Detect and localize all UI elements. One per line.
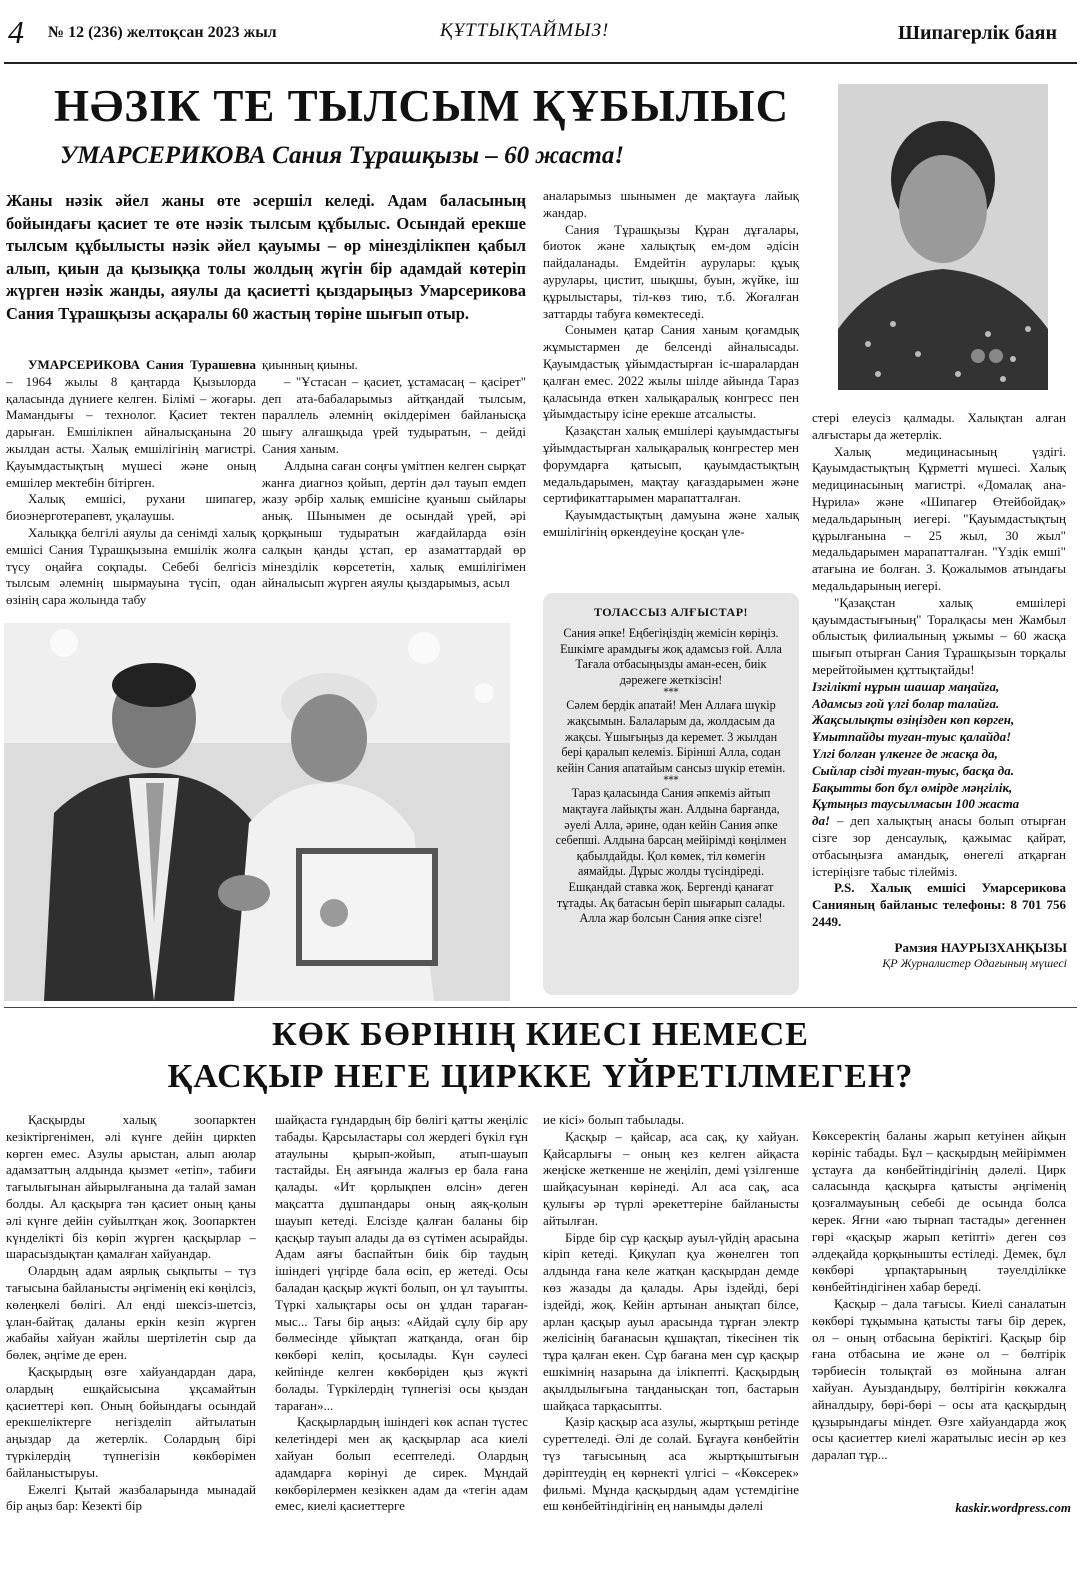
article1-col3-p4: Қазақстан халық емшілері қауымдастығы ұйымдастырған халықаралық конгрестер мен форумдарға қатысып, қауымдастықтың медальдарымен, мақтау қағаздарымен және сертификаттарымен марапатталған. (543, 423, 799, 506)
article2-col1-p1: Қасқырды халық зоопарктен кезіктіргенімен, әлі күнге дейін циркten көрген емес. Азулы арыстан, алып аюлар адамзаттың алдында қызмет «етіп», табиғи тағылығынан айырылғанына да талай заман болды. Ал қасқырға тән қасиет оның қаны әлі күнге дейін суйылтқан жоқ. Зоопарктен күнделікті біз көріп жүрген қасқырлар – шарасыздықтан қамалған хайуандар. (6, 1112, 256, 1262)
article1-col4-p3: "Қазақстан халық емшілері қауымдастығының" Торалқасы мен Жамбыл облыстық филиалының ұжымы – 60 жасқа шығып отырған Сания Тұрашқызын торқалы мерейтойымен құттықтайды! (812, 594, 1066, 677)
poem-line: Ұмытпайды туған-туыс қалайда! (812, 729, 1012, 745)
article1-col3-p5: Қауымдастықтың дамуына және халық емшілігінің өркендеуіне қосқан үле- (543, 507, 799, 539)
section-title: Шипагерлік баян (898, 22, 1057, 44)
page-header (0, 0, 1081, 70)
thanks-p3: Тараз қаласында Сания әпкеміз айтып мақтауға лайықты жан. Алдына барғанда, әуелі Алла, әрине, одан кейін Сания әпке себепші. Алдына барсаң мейірімді көңілмен қабылдайды. Қол көмек, тіл көмегін аямайды. Дұрыс жолды түсіндіреді. Ешқандай ставка жоқ. Бергенді қанағат тұтады. Ақ батасын беріп шығарып салады. Алла жар болсын Сания әпке сізге! (555, 786, 787, 926)
article2-col1-p3: Қасқырдың өзге хайуандардан дара, олардың ешқайсысына ұқсамайтын қасиеттері көп. Оның бойындағы осындай ерекшеліктерге негізделіп айтылатын аңыздар да жетерлік. Солардың бірі түркілердің түпнегізін көкбөрімен байланыстыруы. (6, 1363, 256, 1480)
article1-column-4 (812, 410, 1066, 936)
article2-col2-p2: Қасқырлардың ішіндегі көк аспан түстес келетіндері мен ақ қасқырлар аса киелі хайуан болып есептеледі. Олардың адамдарға көрінуі де сирек. Мұндай көкбөрілермен кезіккен адам да «тегін адам емес, киелі қасиеттерге (275, 1414, 528, 1514)
article1-col3-p3: Сонымен қатар Сания ханым қоғамдық жұмыстармен де белсенді айналысады. Қауымдастық ұйымдастырған іс-шаралардан қалған емес. 2022 жылы шілде айында Тараз қаласында өткен халықаралық конгресс пен ұйымдастыру ісіне ерекше атсалысты. (543, 322, 799, 422)
article2-col4-p1: Көксеректің баланы жарып кетуінен айқын көрініс табады. Бұл – қасқырдың мейіріммен ұстауға да көнбейтіндігінің дәлелі. Цирк саласында қасқырға қатысты әңгіменің қозғалмауының себебі де осында болса керек. Яғни «аю тырнап тастады» дегеннен гөрі «қасқыр жарып кетіпті» деген сөз әлдеқайда қорқынышты естіледі. Демек, бұл көкбөрі ұрпақтарының тәуелділікке көнбейтіндігінен хабар береді. (812, 1128, 1066, 1295)
poem-line: Ізгілікті нұрын шашар маңайға, (812, 678, 1000, 694)
article1-col1-p2: Халық емшісі, рухани шипагер, биоэнерготерапевт, уқалаушы. (6, 491, 256, 524)
article1-column-1 (6, 357, 256, 607)
article2-column-2 (275, 1112, 528, 1574)
portrait-photo (838, 84, 1048, 390)
page-number: 4 (8, 14, 24, 50)
separator: *** (663, 687, 679, 699)
article2-title (0, 1014, 1081, 1098)
article1-col2-p3: Алдына саған соңғы үмітпен келген сырқат жанға диагноз қойып, дертін дәл тауып емдеп жазу әрбір халық емшісіне қуаныш сыйлары анық. Шынымен де осындай үрей, әрі қорқыныш тудыратын жағдайларда өзін салқын қанды ұстап, ер азаматтардай өр мінезділік көрсететін, халық емшілігімен айналысып жүрген аяулы қыздарымыз, асыл (262, 457, 526, 591)
article1-title: НӘЗІК ТЕ ТЫЛСЫМ ҚҰБЫЛЫС (54, 81, 790, 131)
article2-col3-p4: Қазір қасқыр аса азулы, жыртқыш ретінде суреттеледі. Әлі де солай. Бұғауға көнбейтін түз тағысының аса жыртқыштығын дәріптеудің ең көрнекті үлгісі – «Көксерек» фильмі. Мұнда қасқырдың адам үстемдігіне еш көнбейтіндігінің ең нанымды дәлелі (543, 1414, 799, 1514)
article2-column-3 (543, 1112, 799, 1574)
article1-signature (882, 940, 1067, 971)
article1-col2-p2: – "Ұстасан – қасиет, ұстамасаң – қасірет" деп ата-бабаларымыз айтқандай тылсым, параллель әлемнің өкілдерімен байланысқа шығу алғашқыда үрей тудыратын, – дейді Сания ханым. (262, 373, 526, 456)
separator: *** (663, 775, 679, 787)
poem-line: Жақсылықты өзіңізден көп көрген, (812, 712, 1015, 728)
article1-wishes: – деп халықтың анасы болып отырған сізге зор денсаулық, қажымас қайрат, отбасыңызға амандық, өнегелі атқарған істеріңізге табыс тілейміз. (812, 813, 1066, 879)
article2-col2-p1: шайқаста ғұндардың бір бөлігі қатты жеңіліс табады. Қарсыластары сол жердегі бүкіл ғұн атаулыны қырып-жойып, атып-шауып тастайды. Ең аяғында жалғыз ер бала ғана қалады. «Ит қорлықпен өлсін» деген мақсатта дұшпандары оның аяқ-қолын шауып кетеді. Елсізде қалған баланы бір қасқыр тауып алады да өз сүтімен асырайды. Адам аяғы баспайтын биік бір таудың ішіндегі үңгірде бала өсіп, ер жетеді. Осы баладан қасқыр жүкті болып, он ұл тауыпты. Түркі халықтары осы он ұлдан тараған-мыс... Тағы бір аңыз: «Айдай сұлу бір ару бөлмесінде ұйықтап жатқанда, оған бір көкбөрі келіп, қосылады. Күн сәулесі кейпінде келген көкбөріден қыз жүкті болады. Түркілердің түпнегізі осы қыздан тараған»... (275, 1112, 528, 1413)
issue-info: № 12 (236) желтоқсан 2023 жыл (48, 24, 277, 41)
article2-col4-p2: Қасқыр – дала тағысы. Киелі саналатын көкбөрі тұқымына қатысты тағы бір дерек, ол – оның отбасына беріктігі. Қасқыр бір ғана отбасына ие және ол – бөлтірік тәрбиесін толықтай өз мойнына алған хайуан. Ауыздандыру, бөлтірігін көкжалға айналдыру, бөрі-бөрі – осы ата қасқырдың құзырындағы міндет. Өзге хайуандарда жоқ осы қасиеттер киелі жаратылыс иесін әр кез даралап тұр... (812, 1295, 1066, 1463)
article2-col3-p1: ие кісі» болып табылады. (543, 1112, 685, 1127)
poem-line: Үлгі болған үлкенге де жасқа да, (812, 745, 998, 761)
article1-ps: P.S. Халық емшісі Умарсерикова Санияның байланыс телефоны: 8 701 756 2449. (812, 880, 1066, 929)
article1-col4-p1: стері елеусіз қалмады. Халықтан алған алғыстары да жетерлік. (812, 410, 1066, 442)
thanks-box (543, 593, 799, 995)
poem-line: Құтыңыз таусылмасын 100 жаста (812, 796, 1020, 812)
award-photo (4, 623, 510, 1001)
poem-line: да! (812, 813, 831, 829)
thanks-p1: Сания әпке! Еңбегіңіздің жемісін көріңіз. Ешкімге арамдығы жоқ адамсыз ғой. Алла Тағала отбасыңызды аман-есен, биік дәрежеге жеткізсін! (560, 626, 782, 687)
article1-column-2 (262, 357, 526, 607)
thanks-box-title: ТОЛАССЫЗ АЛҒЫСТАР! (593, 605, 749, 619)
article-divider (4, 1007, 1077, 1008)
author-role: ҚР Журналистер Одағының мүшесі (882, 956, 1067, 970)
article2-col1-p4: Ежелгі Қытай жазбаларында мынадай бір аңыз бар: Кезекті бір (6, 1481, 256, 1514)
article1-col2-p1: қиынның қиыны. (262, 357, 358, 372)
article1-col1-p3: Халыққа белгілі аяулы да сенімді халық емшісі Сания Тұрашқызына емшілік жолға түсу оңайға соқпады. Себебі белгісіз тылсым әлемнің шырмауына түсіп, одан өзінің сара жолында табу (6, 524, 256, 607)
article1-col3-p2: Сания Тұрашқызы Құран дұғалары, биоток және халықтық ем-дом әдісін пайдаланады. Емдейтін аурулары: құық аурулары, цистит, шықшы, буын, жүйке, іш құрылыстары, тіл-көз тию, т.б. Жоғалған заттарды табуға көмектеседі. (543, 221, 799, 321)
article1-col1-p1: – 1964 жылы 8 қаңтарда Қызылорда қаласында дүниеге келген. Білімі – жоғары. Мамандығы – технолог. Қасиет тектен дарыған. Емшілікпен айналысқанына 20 жылдан асты. Халық емшілігінің магистрі. Қауымдастықтың мүшесі және оның емшілер мектебін бітірген. (6, 373, 256, 490)
article2-col3-p2: Қасқыр – қайсар, аса сақ, қу хайуан. Қайсарлығы – оның кез келген айқаста жеңіске жеткенше не жеңіліп, демі үзілгенше шайқасуынан көрінеді. Ал аса сақ, аса қулығы әр түрлі әрекеттеріне байланысты айтылған. (543, 1128, 799, 1228)
rubric: ҚҰТТЫҚТАЙМЫЗ! (440, 20, 610, 41)
article1-column-3 (543, 188, 799, 588)
article2-col1-p2: Олардың адам аярлық сықпыты – түз тағысына байланысты әңгіменің екі көңілсіз, көлеңкелі бөлігі. Ал енді шексіз-шетсіз, ұлан-байтақ даланы еркін кезіп жүрген жабайы хайуан жайлы шертілетін сыр да бөлек, әңгіме де ерен. (6, 1263, 256, 1363)
article2-column-4 (812, 1128, 1066, 1498)
thanks-p2: Сәлем бердік апатай! Мен Аллаға шүкір жақсымын. Балаларым да, жолдасым да жақсы. Ұшығыңыз да керемет. 3 жылдан бері қаралып келеміз. Бірінші Алла, содан кейін Сания апатайым сансыз шүкір етемін. (556, 698, 786, 775)
source-url: kaskir.wordpress.com (955, 1500, 1071, 1515)
article1-col4-p2: Халық медицинасының үздігі. Қауымдастықтың Құрметті мүшесі. Халық медицинасының магистрі. «Домалақ ана-Нұрила» және «Шипагер Өтейбойдақ» медальдарының иегері. "Қауымдастықтың құрылғанына – 25 жыл, 30 жыл" медальдарымен марапатталған. "Үздік емші" атағына ие болған. З. Қожалымов атындағы медальдарының иегері. (812, 443, 1066, 593)
header-divider (4, 62, 1077, 64)
article2-column-1 (6, 1112, 256, 1574)
poem-line: Адамсыз ғой үлгі болар талайға. (812, 695, 1000, 711)
article1-col3-p1: аналарымыз шынымен де мақтауға лайық жандар. (543, 188, 799, 220)
article1-subject-name: УМАРСЕРИКОВА Сания Турашевна (28, 357, 256, 372)
article1-lead: Жаны нәзік әйел жаны өте әсершіл келеді. Адам баласының бойындағы қасиет те өте нәзік тылсым құбылыс. Осындай ерекше тылсым құбылысты нәзік әйел қауымы – өр мінезділікпен қабыл алып, қиын да қызыққа толы жолдың жүгін бір адамдай көтеріп жүрген нәзік жанды, аяулы да қасиетті қыздарыңыз Умарсерикова Сания Тұрашқызы асқаралы 60 жастың төріне шығып отыр. (6, 191, 526, 323)
article1-subtitle: УМАРСЕРИКОВА Сания Тұрашқызы – 60 жаста! (60, 142, 625, 169)
article2-title-line2: ҚАСҚЫР НЕГЕ ЦИРККЕ ҮЙРЕТІЛМЕГЕН? (167, 1058, 914, 1095)
poem-line: Бақытты боп бұл өмірде мәңгілік, (812, 779, 1013, 795)
author-name: Рамзия НАУРЫЗХАНҚЫЗЫ (894, 940, 1067, 955)
poem-line: Сыйлар сізді туған-туыс, басқа да. (812, 762, 1014, 778)
article2-title-line1: КӨК БӨРІНІҢ КИЕСІ НЕМЕСЕ (272, 1016, 809, 1053)
poem (812, 679, 1066, 813)
article2-col3-p3: Бірде бір сұр қасқыр ауыл-үйдің арасына кіріп кетеді. Қиқулап қуа жөнелген топ алдында ғана келе жатқан қасқырдан демде көз жазады да қалады. Ары іздейді, бері іздейді, жоқ. Кейін артынан анықтап білсе, арлан қасқыр ауыл арасында тұрған электр желісінің бағанасын құшақтап, тікесінен тік тұра қалған екен. Сұр бағана мен сұр қасқыр ешкімнің назарына да ілікпепті. Қасқырдың ақылдылығына таңданысқан топ, бастарын шайқаса тарқасыпты. (543, 1229, 799, 1413)
